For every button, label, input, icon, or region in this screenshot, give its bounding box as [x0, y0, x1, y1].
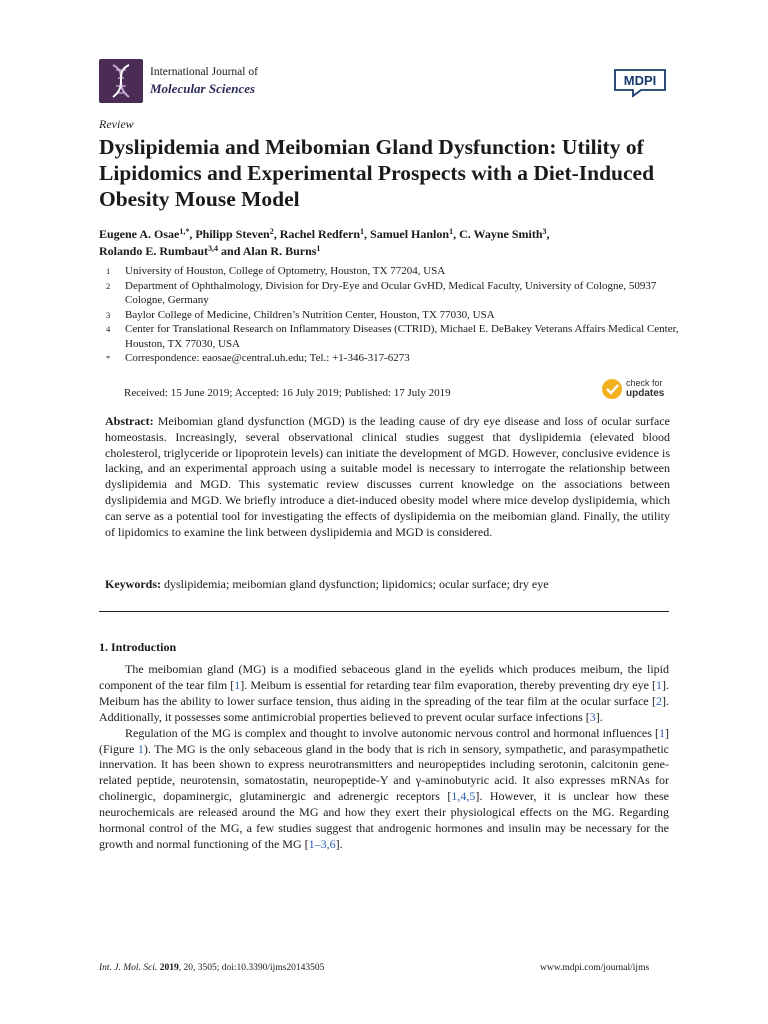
check-icon — [602, 379, 622, 399]
introduction-body — [99, 662, 669, 853]
body-text: ]. Meibum is essential for retarding tear film evaporation, thereby preventing dry eye [ — [240, 677, 657, 692]
author[interactable]: Philipp Steven — [195, 227, 270, 241]
affiliation-text: Baylor College of Medicine, Children’s Nutrition Center, Houston, TX 77030, USA — [125, 308, 495, 321]
footer-journal-abbr: Int. J. Mol. Sci. — [99, 963, 158, 973]
author-sup: 1 — [449, 227, 454, 236]
affiliation-number: 4 — [106, 324, 111, 334]
footer-citation-text: , 20, 3505; doi:10.3390/ijms20143505 — [178, 963, 325, 973]
journal-name-line1: International Journal of — [150, 66, 258, 78]
dna-helix-icon — [99, 59, 143, 103]
author-sup: 1 — [360, 227, 365, 236]
body-text: ). The MG is the only sebaceous gland in the body that is rich in sensory, sympathetic, and parasympathetic innervation. It has been shown to express neurotransmitters and neuropeptides including serotonin, calcitonin gene-related peptide, neurotensin, somatostatin, neuropeptide-Y and γ-aminobutyric acid. It also expresses mRNAs for cholinergic, dopaminergic, glutaminergic and adrenergic receptors [ — [99, 741, 669, 804]
affiliation-number: * — [106, 353, 111, 363]
author[interactable]: Alan R. Burns — [242, 244, 317, 258]
footer-url[interactable]: www.mdpi.com/journal/ijms — [540, 963, 650, 973]
affiliation-number: 1 — [106, 266, 111, 276]
check-for-updates-label[interactable] — [626, 378, 664, 399]
body-text: ]. — [335, 836, 343, 851]
publisher-name: MDPI — [623, 73, 657, 88]
body-text: ]. Meibum has the ability to lower surface tension, thus aiding in the spreading of the tear film at the ocular surface [ — [99, 677, 670, 708]
section-heading: 1. Introduction — [99, 640, 177, 654]
body-text: ]. — [595, 709, 603, 724]
body-text: The meibomian gland (MG) is a modified sebaceous gland in the eyelids which produces meibum, the lipid component of the tear film [ — [99, 662, 669, 692]
affiliation-text: University of Houston, College of Optometry, Houston, TX 77204, USA — [125, 265, 446, 277]
author[interactable]: Eugene A. Osae — [99, 227, 180, 241]
citation-link[interactable]: 2 — [656, 693, 662, 708]
footer-year: 2019 — [159, 963, 179, 973]
citation-link[interactable]: 1–3,6 — [308, 836, 336, 851]
keywords — [105, 577, 670, 592]
footer-citation — [99, 963, 324, 973]
affiliation-item — [99, 308, 679, 323]
paragraph — [99, 726, 669, 853]
publication-dates: Received: 15 June 2019; Accepted: 16 July 2019; Published: 17 July 2019 — [124, 387, 451, 399]
author-sup: 3,4 — [208, 244, 219, 253]
journal-logo — [99, 59, 143, 103]
keywords-label: Keywords: — [105, 577, 161, 591]
affiliation-text: Department of Ophthalmology, Division for Dry-Eye and Ocular GvHD, Medical Faculty, University of Cologne, 50937 Cologne, Germany — [125, 279, 657, 306]
author-list: Eugene A. Osae$^{1,*}$, Philipp Steven$^2$, Rachel Redfern$^1$, Samuel Hanlon$^1$, C. Wayne Smith$^3$, Rolando E. Rumbaut$^{3,4}$ and Alan R. Burns$^1$ — [99, 227, 550, 258]
citation-link[interactable]: 1 — [234, 677, 241, 692]
affiliation-item — [99, 322, 679, 351]
author-sup: 1 — [316, 244, 321, 253]
body-text: ]. Additionally, it possesses some antimicrobial properties believed to prevent ocular surface infections [ — [99, 693, 669, 724]
author[interactable]: Rolando E. Rumbaut — [99, 244, 209, 258]
author-conjunction: and — [221, 244, 241, 258]
author-sup: 1,* — [179, 227, 190, 236]
affiliation-item — [99, 279, 679, 308]
body-text: ]. However, it is unclear how these neurochemicals are released around the MG and how they exert their physiological effects on the MG. Regarding hormonal control of the MG, a few studies suggest that androgenic hormones and insulin may be necessary for the growth and normal functioning of the MG [ — [99, 789, 669, 851]
citation-link[interactable]: 3 — [589, 709, 596, 724]
affiliation-number: 3 — [106, 309, 111, 320]
keywords-text: dyslipidemia; meibomian gland dysfunction; lipidomics; ocular surface; dry eye — [164, 577, 549, 591]
author[interactable]: C. Wayne Smith — [459, 227, 543, 241]
check-updates-line2: updates — [626, 388, 665, 399]
affiliation-number: 2 — [106, 280, 111, 291]
paragraph — [99, 662, 669, 726]
affiliation-text: Center for Translational Research on Inflammatory Diseases (CTRID), Michael E. DeBakey Veterans Affairs Medical Center, Houston, TX 77030, USA — [125, 323, 679, 350]
affiliation-item — [99, 351, 679, 366]
body-text: Regulation of the MG is complex and thought to involve autonomic nervous control and hormonal influences [ — [125, 725, 659, 740]
figure-link[interactable]: 1 — [137, 741, 144, 756]
check-updates-line1: check for — [626, 378, 663, 388]
abstract — [105, 414, 670, 540]
body-text: ] (Figure — [99, 725, 669, 756]
journal-name-line2: Molecular Sciences — [150, 81, 256, 96]
citation-link[interactable]: 1 — [656, 677, 663, 692]
affiliations — [99, 264, 679, 366]
citation-link[interactable]: 1 — [659, 725, 665, 740]
article-title: Dyslipidemia and Meibomian Gland Dysfunction: Utility of Lipidomics and Experimental Prospects with a Diet-Induced Obesity Mouse Model — [99, 135, 655, 211]
author[interactable]: Rachel Redfern — [279, 227, 361, 241]
abstract-text: Meibomian gland dysfunction (MGD) is the leading cause of dry eye disease and loss of ocular surface homeostasis. Increasingly, several observational clinical studies suggest that dyslipidemia (elevated blood cholesterol, triglyceride or lipoprotein levels) can initiate the development of MGD. However, conclusive evidence is lacking, and an experimental approach using a suitable model is necessary to interrogate the relationship between dyslipidemia and MGD. This systematic review discusses current knowledge on the associations between dyslipidemia and MGD. We briefly introduce a diet-induced obesity model where mice develop dyslipidemia, which can serve as a potential tool for investigating the effects of dyslipidemia on the meibomian gland. Finally, the utility of lipidomics to examine the link between dyslipidemia and MGD is considered. — [105, 414, 671, 539]
section-divider — [99, 611, 669, 612]
article-type: Review — [99, 117, 134, 131]
abstract-label: Abstract: — [105, 414, 154, 428]
author-sup: 2 — [269, 227, 274, 236]
author[interactable]: Samuel Hanlon — [370, 227, 450, 241]
author-sup: 3 — [542, 227, 547, 236]
affiliation-item — [99, 264, 679, 279]
correspondence-text[interactable]: Correspondence: eaosae@central.uh.edu; Tel.: +1-346-317-6273 — [125, 352, 410, 364]
mdpi-logo[interactable] — [611, 68, 669, 98]
citation-link[interactable]: 1,4,5 — [451, 789, 476, 804]
